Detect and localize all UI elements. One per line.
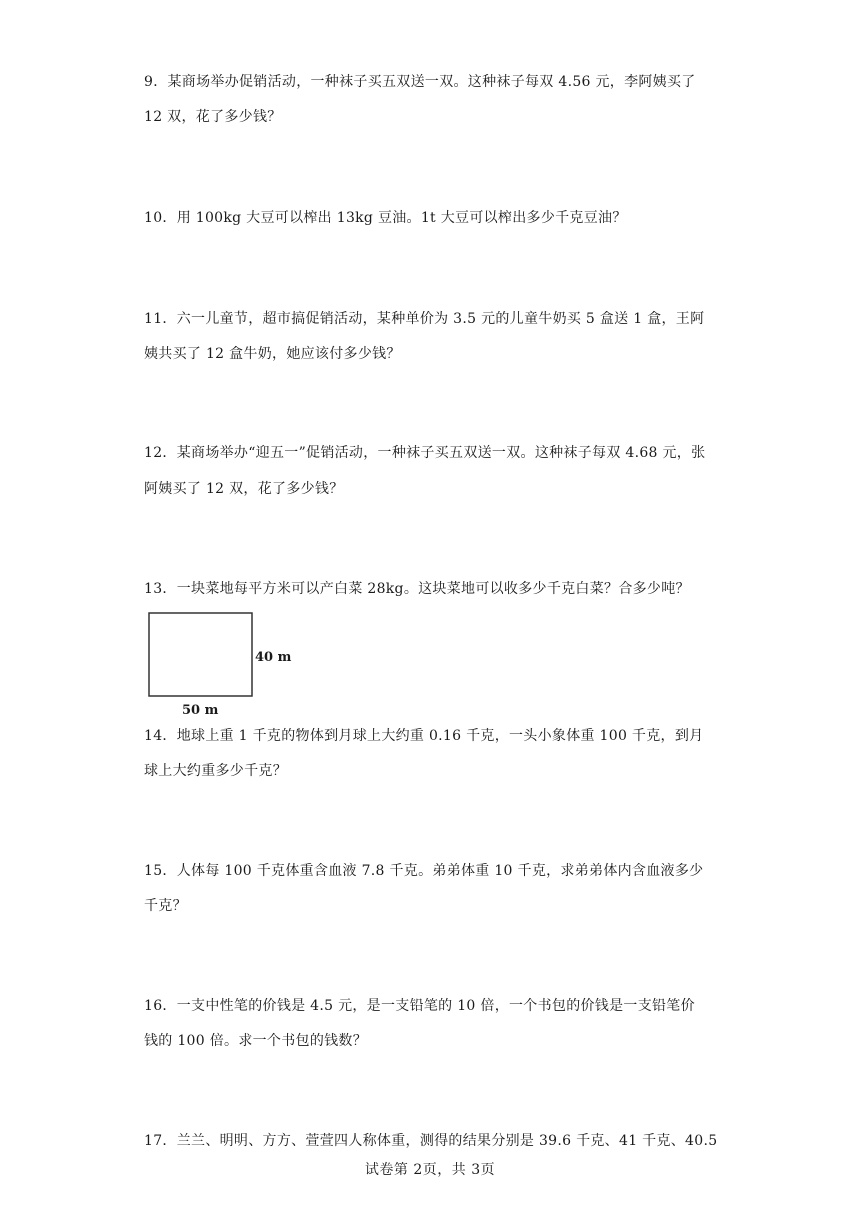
question-13-line-1: 13．一块菜地每平方米可以产白菜 28kg。这块菜地可以收多少千克白菜？合多少吨？	[144, 581, 690, 597]
question-11-line-1: 11．六一儿童节，超市搞促销活动，某种单价为 3.5 元的儿童牛奶买 5 盒送 1 盒，王阿	[144, 311, 705, 327]
height-label: 40 m	[255, 650, 292, 665]
question-15-line-1: 15．人体每 100 千克体重含血液 7.8 千克。弟弟体重 10 千克，求弟弟体内含血液多少	[144, 863, 704, 879]
field-rectangle	[149, 613, 252, 696]
question-9-line-1: 9．某商场举办促销活动，一种袜子买五双送一双。这种袜子每双 4.56 元，李阿姨买了	[144, 74, 696, 90]
page-footer: 试卷第 2页，共 3页	[364, 1162, 496, 1178]
question-11-line-2: 姨共买了 12 盒牛奶，她应该付多少钱？	[144, 346, 401, 362]
width-label: 50 m	[182, 703, 219, 718]
question-15-line-2: 千克？	[144, 898, 187, 914]
question-16-line-1: 16．一支中性笔的价钱是 4.5 元，是一支铅笔的 10 倍，一个书包的价钱是一支铅笔价	[144, 998, 695, 1014]
question-12-line-2: 阿姨买了 12 双，花了多少钱？	[144, 481, 344, 497]
question-14-line-1: 14．地球上重 1 千克的物体到月球上大约重 0.16 千克，一头小象体重 100 千克，到月	[144, 728, 704, 744]
question-12-line-1: 12．某商场举办“迎五一”促销活动，一种袜子买五双送一双。这种袜子每双 4.68 元，张	[144, 445, 706, 461]
question-17-line-1: 17．兰兰、明明、方方、萱萱四人称体重，测得的结果分别是 39.6 千克、41 千克、40.5	[144, 1133, 718, 1149]
question-16-line-2: 钱的 100 倍。求一个书包的钱数？	[144, 1033, 368, 1049]
question-14-line-2: 球上大约重多少千克？	[144, 763, 287, 779]
question-9-line-2: 12 双，花了多少钱？	[144, 109, 282, 125]
rectangle-field-figure	[140, 607, 292, 719]
question-10-line-1: 10．用 100kg 大豆可以榨出 13kg 豆油。1t 大豆可以榨出多少千克豆油？	[144, 210, 627, 226]
